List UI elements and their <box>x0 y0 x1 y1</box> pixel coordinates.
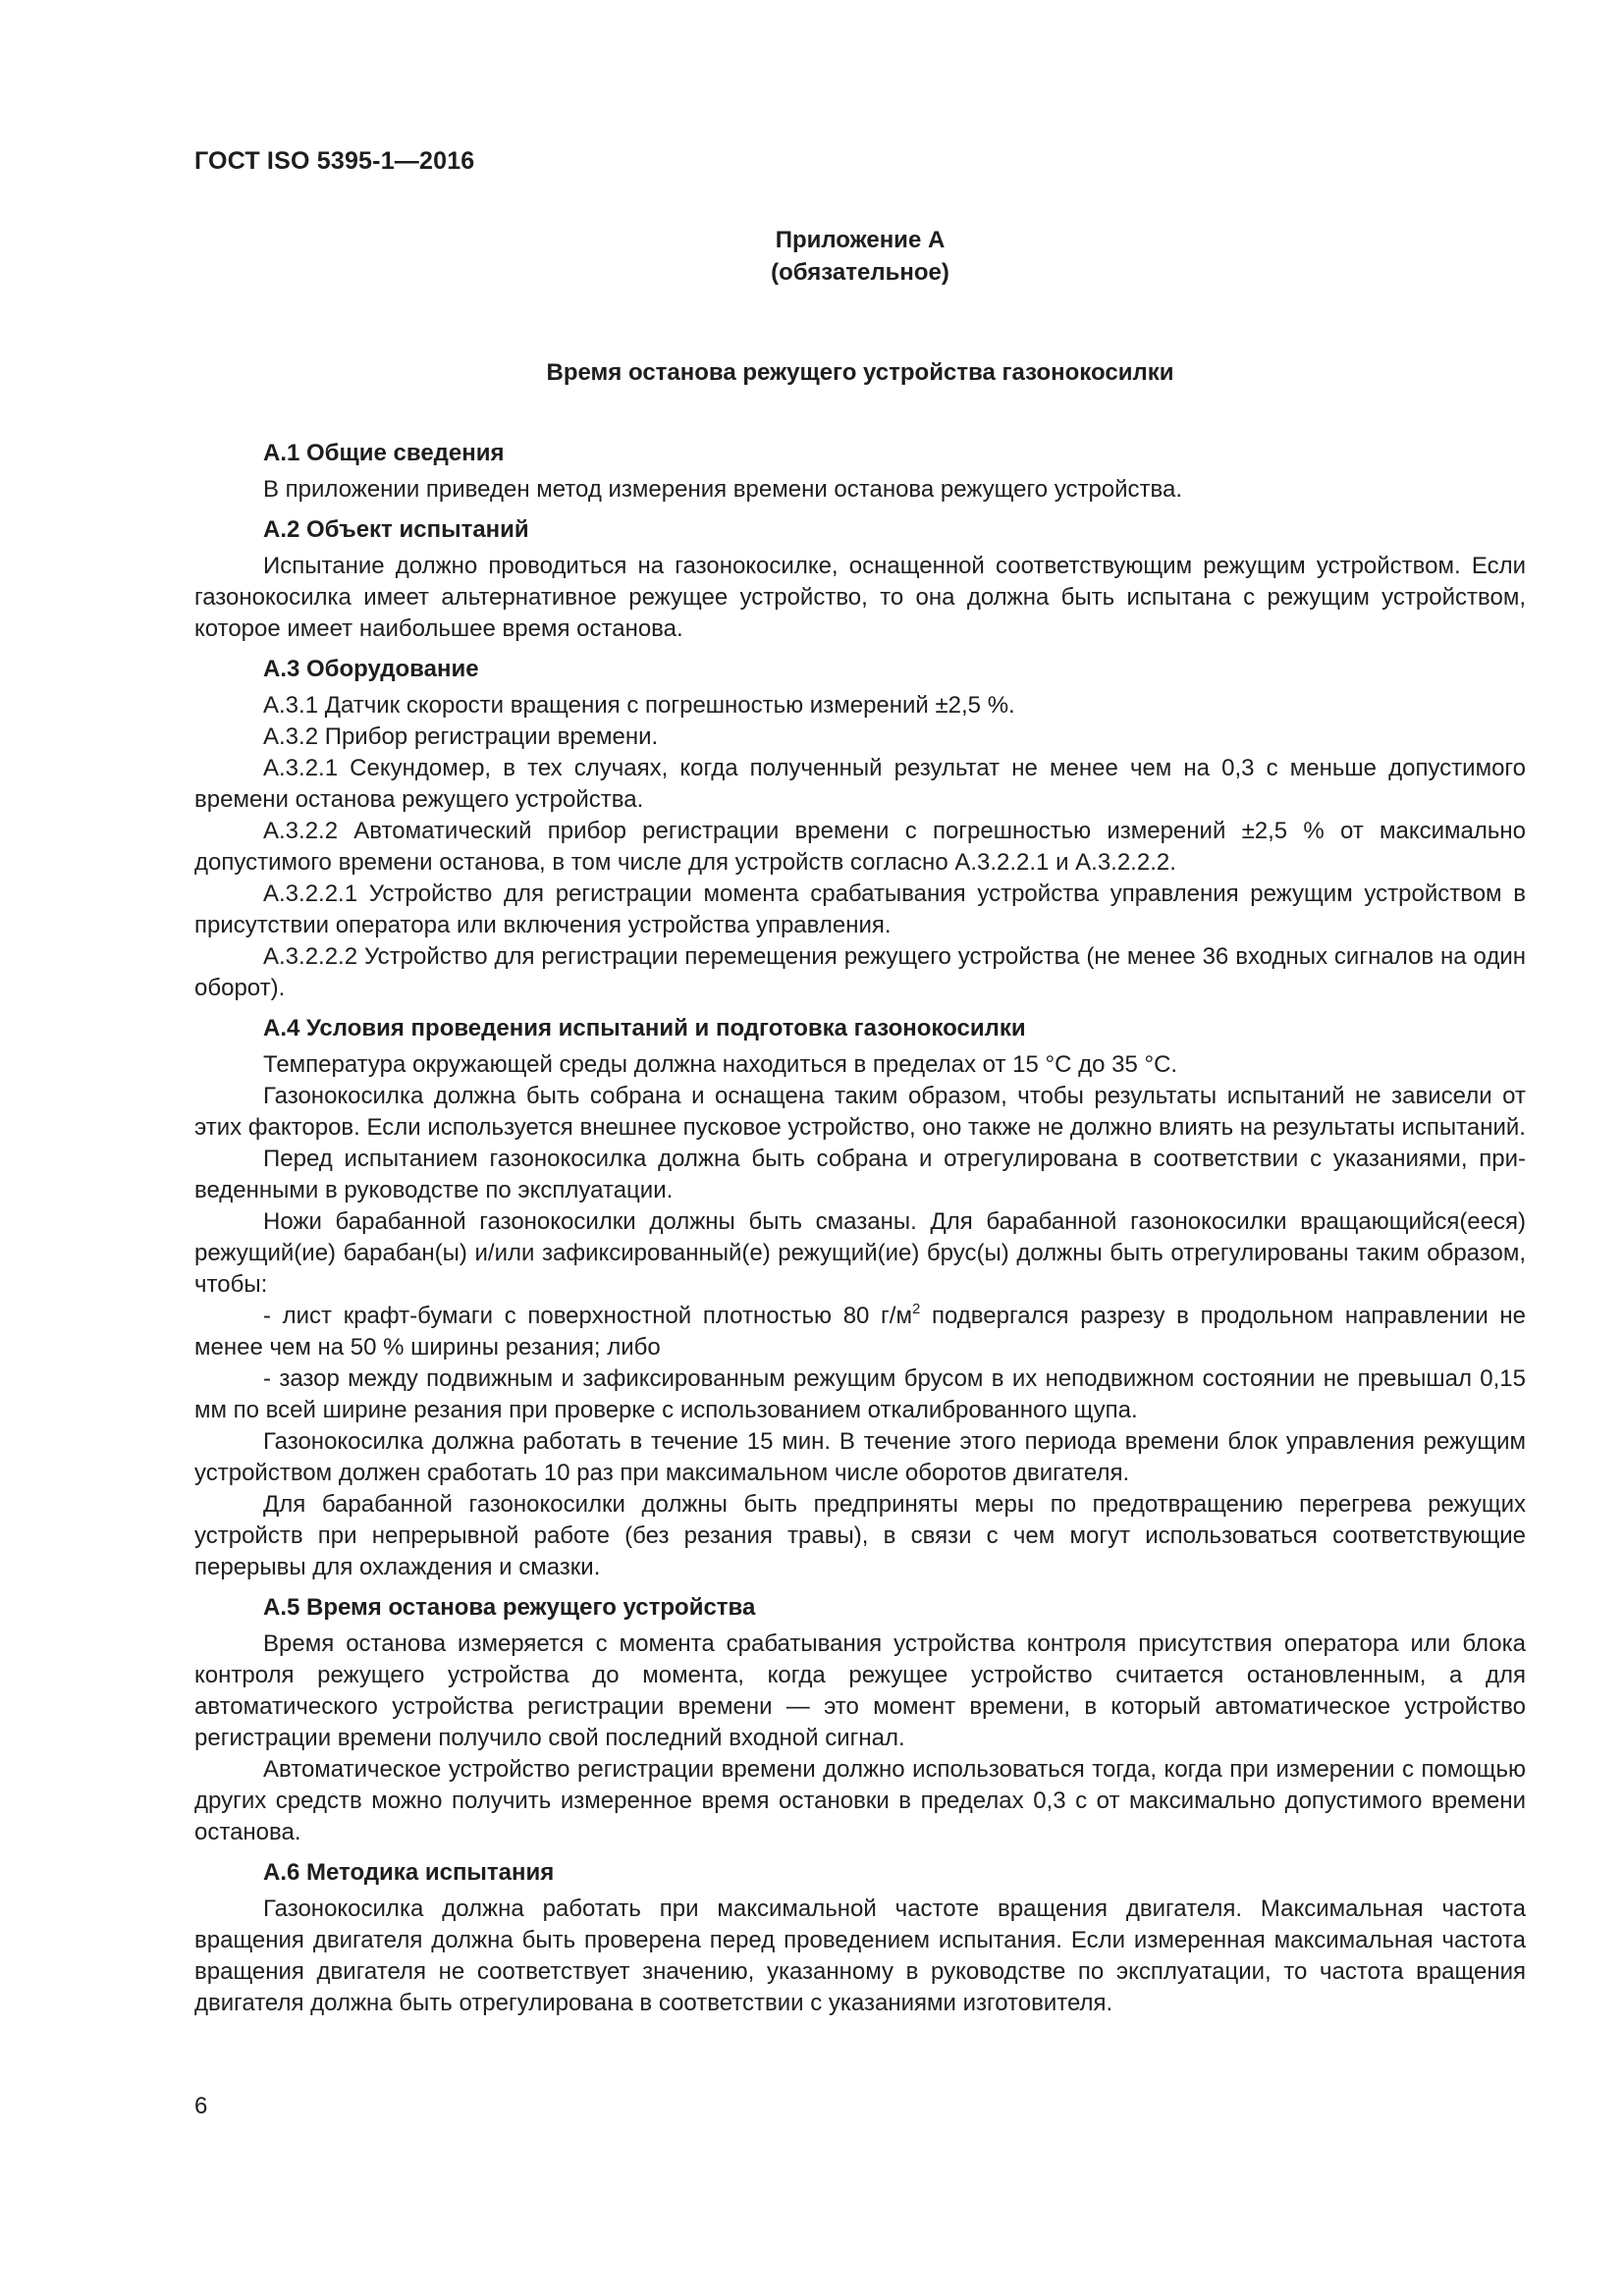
section-heading-a2: А.2 Объект испытаний <box>263 516 529 543</box>
page-number: 6 <box>194 2093 208 2119</box>
clause-a3-2-1: А.3.2.1 Секундомер, в тех случаях, когда полученный результат не менее чем на 0,3 с меньше допустимого времени останова режущего устройства. <box>194 755 1526 813</box>
document-body <box>194 438 1526 2019</box>
appendix-label: Приложение А <box>775 227 946 253</box>
annex-title: Время останова режущего устройства газонокосилки <box>546 359 1174 386</box>
section-heading-a4: А.4 Условия проведения испытаний и подготовка газонокосилки <box>263 1015 1026 1041</box>
section-heading-a5: А.5 Время останова режущего устройства <box>263 1594 756 1621</box>
paragraph: Газонокосилка должна работать при максимальной частоте вращения двигателя. Максимальная частота вращения двигателя должна быть проверена перед проведением испытания. Если измеренная максимальная частота вращения двигателя не соответствует значению, указанному в руководстве по эксплуатации, то частота вращения двигателя должна быть отрегулирована в соответствии с указаниями изготовителя. <box>194 1896 1526 2016</box>
list-item <box>194 1301 1526 1363</box>
appendix-heading <box>194 224 1526 289</box>
paragraph: Испытание должно проводиться на газонокосилке, оснащенной соответствующим режущим устройством. Если газонокосилка имеет альтернативное режущее устройство, то она должна быть испытана с режущим устройством, которое имеет наибольшее время останова. <box>194 553 1526 642</box>
appendix-status: (обязательное) <box>771 259 949 286</box>
paragraph: Время останова измеряется с момента срабатывания устройства контроля присутствия оператора или блока контроля режущего устройства до момента, когда режущее устройство считается остановленным, а для автоматического устройства регистрации времени — это момент времени, в который автоматическое устройство регистрации времени получило свой последний входной сигнал. <box>194 1630 1526 1751</box>
clause-a3-2-2-2: А.3.2.2.2 Устройство для регистрации перемещения режущего устройства (не менее 36 входных сигналов на один оборот). <box>194 943 1526 1001</box>
superscript: 2 <box>911 1301 921 1317</box>
section-heading-a3: А.3 Оборудование <box>263 656 479 682</box>
paragraph: Ножи барабанной газонокосилки должны быть смазаны. Для барабанной газонокосилки вращающийся(ееся) режущий(ие) барабан(ы) и/или зафиксированный(е) режущий(ие) брус(ы) должны быть отрегулированы таким образом, чтобы: <box>194 1208 1526 1298</box>
paragraph: Газонокосилка должна быть собрана и оснащена таким образом, чтобы результаты испытаний не зависели от этих факторов. Если используется внешнее пусковое устройство, оно также не должно влиять на результаты испытаний. <box>194 1083 1526 1141</box>
clause-a3-2-2: А.3.2.2 Автоматический прибор регистрации времени с погрешностью измерений ±2,5 % от максимально допустимого времени останова, в том числе для устройств согласно А.3.2.2.1 и А.3.2.2.2. <box>194 818 1526 876</box>
paragraph: Автоматическое устройство регистрации времени должно использоваться тогда, когда при измерении с помощью других средств можно получить измеренное время остановки в пределах 0,3 с от максимально допустимого времени останова. <box>194 1756 1526 1845</box>
document-header: ГОСТ ISO 5395-1—2016 <box>194 147 475 175</box>
clause-a3-2-2-1: А.3.2.2.1 Устройство для регистрации момента срабатывания устройства управления режущим устройством в присутствии оператора или включения устройства управления. <box>194 881 1526 938</box>
list-item-text: - лист крафт-бумаги с поверхностной плотностью 80 г/м <box>263 1303 912 1329</box>
paragraph: Температура окружающей среды должна находиться в пределах от 15 °С до 35 °С. <box>263 1051 1178 1078</box>
paragraph: Перед испытанием газонокосилка должна быть собрана и отрегулирована в соответствии с указаниями, приведенными в руководстве по эксплуатации. <box>194 1146 1526 1203</box>
clause-a3-2: А.3.2 Прибор регистрации времени. <box>263 723 659 750</box>
clause-a3-1: А.3.1 Датчик скорости вращения с погрешностью измерений ±2,5 %. <box>263 692 1015 719</box>
list-item: - зазор между подвижным и зафиксированным режущим брусом в их неподвижном состоянии не превышал 0,15 мм по всей ширине резания при проверке с использованием откалиброванного щупа. <box>194 1365 1526 1423</box>
paragraph: В приложении приведен метод измерения времени останова режущего устройства. <box>263 476 1183 503</box>
section-heading-a1: А.1 Общие сведения <box>263 440 505 466</box>
section-heading-a6: А.6 Методика испытания <box>263 1859 555 1886</box>
list-item-text: подвергался разрезу в продольном направлении не менее чем на 50 % ширины резания; либо <box>194 1303 1526 1361</box>
paragraph: Для барабанной газонокосилки должны быть предприняты меры по предотвращению перегрева режущих устройств при непрерывной работе (без резания травы), в связи с чем могут использоваться соответствующие перерывы для охлаждения и смазки. <box>194 1491 1526 1580</box>
paragraph: Газонокосилка должна работать в течение 15 мин. В течение этого периода времени блок управления режущим устройством должен сработать 10 раз при максимальном числе оборотов двигателя. <box>194 1428 1526 1486</box>
